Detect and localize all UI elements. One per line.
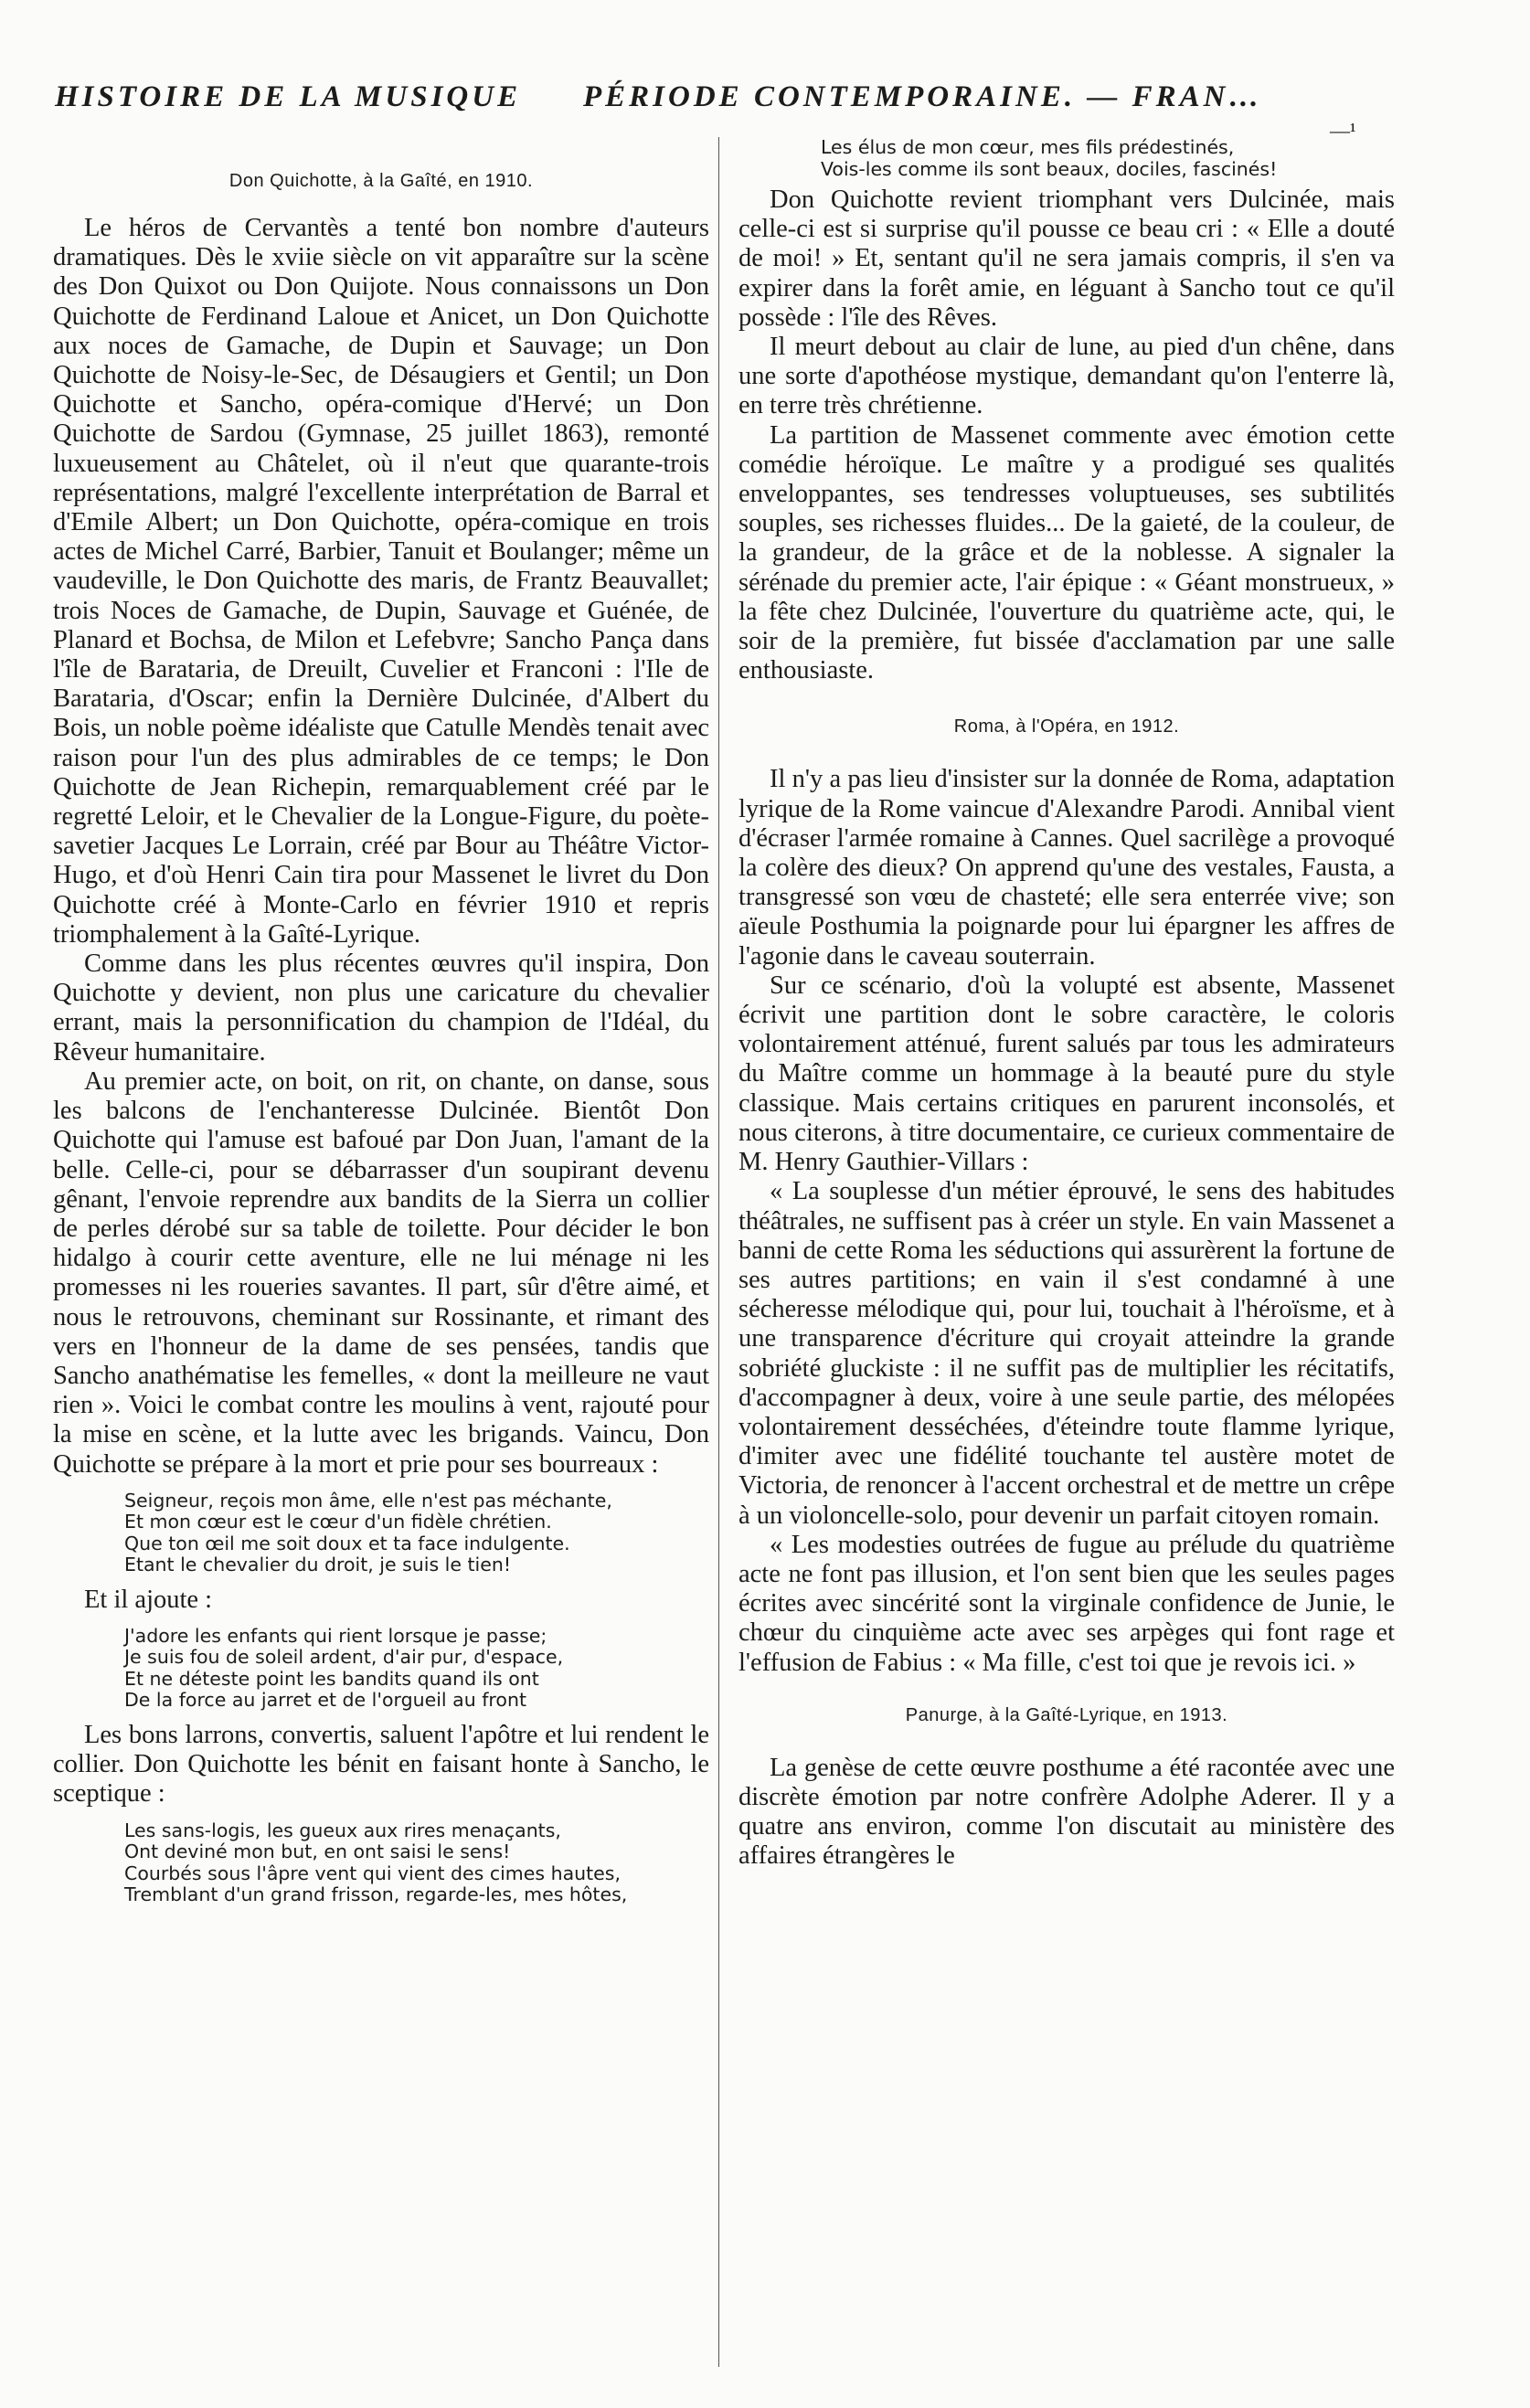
verse-line: Les sans-logis, les gueux aux rires menaçants, (124, 1819, 561, 1841)
verse-line: Courbés sous l'âpre vent qui vient des cimes hautes, (124, 1862, 621, 1884)
header-section-title: PÉRIODE CONTEMPORAINE. — FRAN… (583, 80, 1263, 113)
right-column (738, 137, 1395, 1872)
column-divider (718, 137, 719, 2367)
paragraph: Il n'y a pas lieu d'insister sur la donnée de Roma, adaptation lyrique de la Rome vaincue d'Alexandre Parodi. Annibal vient d'écraser l'armée romaine à Cannes. Quel sacrilège a provoqué la colère des dieux? On apprend qu'une des vestales, Fausta, a transgressé son vœu de chasteté; elle sera enterrée vive; son aïeule Posthumia la poignarde pour lui épargner les affres de l'agonie dans le caveau souterrain. (738, 765, 1395, 971)
section-heading-don-quichotte: Don Quichotte, à la Gaîté, en 1910. (228, 171, 534, 191)
verse-line: Etant le chevalier du droit, je suis le tien! (124, 1554, 512, 1576)
verse-block (53, 1820, 709, 1906)
verse-line: J'adore les enfants qui rient lorsque je passe; (124, 1624, 547, 1647)
quotation-paragraph: « Les modesties outrées de fugue au prélude du quatrième acte ne font pas illusion, et l'on sent bien que les seules pages écrites avec sincérité sont la virginale confidence de Junie, le chœur du cinquième acte avec ses arpèges qui font rage et l'effusion de Fabius : « Ma fille, c'est toi que je revois ici. » (738, 1530, 1395, 1677)
paragraph: Comme dans les plus récentes œuvres qu'il inspira, Don Quichotte y devient, non plus une caricature du chevalier errant, mais la personnification du champion de l'Idéal, du Rêveur humanitaire. (53, 949, 709, 1066)
verse-line: Vois-les comme ils sont beaux, dociles, fascinés! (821, 157, 1278, 180)
paragraph: Sur ce scénario, d'où la volupté est absente, Massenet écrivit une partition dont le sobre caractère, le coloris volontairement atténué, furent salués par tous les admirateurs du Maître comme un hommage à la beauté pure du style classique. Mais certains critiques en parurent inconsolés, et nous citerons, à titre documentaire, ce curieux commentaire de M. Henry Gauthier-Villars : (738, 971, 1395, 1177)
verse-block (738, 137, 1395, 180)
verse-line: Et ne déteste point les bandits quand ils ont (124, 1667, 539, 1690)
running-header (55, 80, 1380, 122)
paragraph: Les bons larrons, convertis, saluent l'apôtre et lui rendent le collier. Don Quichotte les bénit en faisant honte à Sancho, le sceptique : (53, 1720, 709, 1809)
verse-line: Seigneur, reçois mon âme, elle n'est pas méchante, (124, 1489, 612, 1512)
section-heading-roma: Roma, à l'Opéra, en 1912. (953, 716, 1180, 737)
paragraph: Don Quichotte revient triomphant vers Dulcinée, mais celle-ci est si surprise qu'il pousse ce beau cri : « Elle a douté de moi! » Et, sentant qu'il ne sera jamais compris, il s'en va expirer dans la forêt amie, en léguant à Sancho tout ce qu'il possède : l'île des Rêves. (738, 186, 1395, 332)
verse-line: Et mon cœur est le cœur d'un fidèle chrétien. (124, 1511, 552, 1533)
paragraph: Et il ajoute : (84, 1585, 213, 1614)
paragraph: La partition de Massenet commente avec émotion cette comédie héroïque. Le maître y a prodigué ses qualités enveloppantes, ses tendresses voluptueuses, ses subtilités souples, ses richesses fluides... De la gaieté, de la couleur, de la grandeur, de la grâce et de la noblesse. A signaler la sérénade du premier acte, l'air épique : « Géant monstrueux, » la fête chez Dulcinée, l'ouverture du quatrième acte, qui, le soir de la première, fut bissée d'acclamation par une salle enthousiaste. (738, 420, 1395, 685)
left-column (53, 133, 709, 1906)
verse-line: Je suis fou de soleil ardent, d'air pur, d'espace, (124, 1646, 564, 1669)
verse-line: Tremblant d'un grand frisson, regarde-les, mes hôtes, (124, 1883, 628, 1906)
paragraph: La genèse de cette œuvre posthume a été racontée avec une discrète émotion par notre confrère Adolphe Aderer. Il y a quatre ans environ, comme l'on discutait au ministère des affaires étrangères le (738, 1753, 1395, 1871)
verse-line: Les élus de mon cœur, mes fils prédestinés, (821, 136, 1235, 158)
page-number: —¹ (1330, 119, 1356, 142)
header-book-title: HISTOIRE DE LA MUSIQUE (55, 80, 522, 113)
section-heading-panurge: Panurge, à la Gaîté-Lyrique, en 1913. (905, 1704, 1228, 1725)
paragraph: Il meurt debout au clair de lune, au pied d'un chêne, dans une sorte d'apothéose mystique, demandant qu'on l'enterre là, en terre très chrétienne. (738, 333, 1395, 420)
paragraph: Au premier acte, on boit, on rit, on chante, on danse, sous les balcons de l'enchanteresse Dulcinée. Bientôt Don Quichotte qui l'amuse est bafoué par Don Juan, l'amant de la belle. Celle-ci, pour se débarrasser d'un soupirant devenu gênant, l'envoie reprendre aux bandits de la Sierra un collier de perles dérobé sur sa table de toilette. Pour décider le bon hidalgo à courir cette aventure, elle ne lui ménage ni les promesses ni les roueries savantes. Il part, sûr d'être aimé, et nous le retrouvons, cheminant sur Rossinante, et rimant des vers en l'honneur de la dame de ses pensées, tandis que Sancho anathématise les femelles, « dont la meilleure ne vaut rien ». Voici le combat contre les moulins à vent, rajouté pour la mise en scène, et la lutte avec les brigands. Vaincu, Don Quichotte se prépare à la mort et prie pour ses bourreaux : (53, 1066, 709, 1479)
verse-block (53, 1626, 709, 1712)
quotation-paragraph: « La souplesse d'un métier éprouvé, le sens des habitudes théâtrales, ne suffisent pas à créer un style. En vain Massenet a banni de cette Roma les séductions qui assurèrent la fortune de ses autres partitions; en vain il s'est condamné à une sécheresse mélodique qui, pour lui, touchait à l'héroïsme, et à une transparence d'écriture qui croyait atteindre la grande sobriété gluckiste : il ne suffit pas de multiplier les récitatifs, d'accompagner à deux, voire à une seule partie, des mélopées volontairement desséchées, d'éteindre toute flamme lyrique, d'imiter avec une fidélité touchante tel austère motet de Victoria, de renoncer à l'accent orchestral et de mettre un crêpe à un violoncelle-solo, pour devenir un parfait citoyen romain. (738, 1177, 1395, 1530)
verse-line: De la force au jarret et de l'orgueil au front (124, 1689, 526, 1712)
verse-block (53, 1490, 709, 1576)
verse-line: Ont deviné mon but, en ont saisi le sens! (124, 1840, 511, 1863)
verse-line: Que ton œil me soit doux et ta face indulgente. (124, 1532, 570, 1554)
paragraph: Le héros de Cervantès a tenté bon nombre d'auteurs dramatiques. Dès le xviie siècle on vit apparaître sur la scène des Don Quixot ou Don Quijote. Nous connaissons un Don Quichotte de Ferdinand Laloue et Anicet, un Don Quichotte aux noces de Gamache, de Dupin et Sauvage; un Don Quichotte de Noisy-le-Sec, de Désaugiers et Gentil; un Don Quichotte et Sancho, opéra-comique d'Hervé; un Don Quichotte de Sardou (Gymnase, 25 juillet 1863), remonté luxueusement au Châtelet, où il n'eut que quarante-trois représentations, malgré l'excellente interprétation de Barral et d'Emile Albert; un Don Quichotte, opéra-comique en trois actes de Michel Carré, Barbier, Tanuit et Boulanger; même un vaudeville, le Don Quichotte des maris, de Frantz Beauvallet; trois Noces de Gamache, de Dupin, Sauvage et Guénée, de Planard et Bochsa, de Milon et Lefebvre; Sancho Pança dans l'île de Barataria, de Dreuilt, Cuvelier et Franconi : l'Ile de Barataria, d'Oscar; enfin la Dernière Dulcinée, d'Albert du Bois, un noble poème idéaliste que Catulle Mendès tenait avec raison pour l'un des plus admirables de ce temps; le Don Quichotte de Jean Richepin, remarquablement créé par le regretté Leloir, et le Chevalier de la Longue-Figure, du poète-savetier Jacques Le Lorrain, créé par Bour au Théâtre Victor-Hugo, et d'où Henri Cain tira pour Massenet le livret du Don Quichotte créé à Monte-Carlo en février 1910 et repris triomphalement à la Gaîté-Lyrique. (53, 214, 709, 949)
